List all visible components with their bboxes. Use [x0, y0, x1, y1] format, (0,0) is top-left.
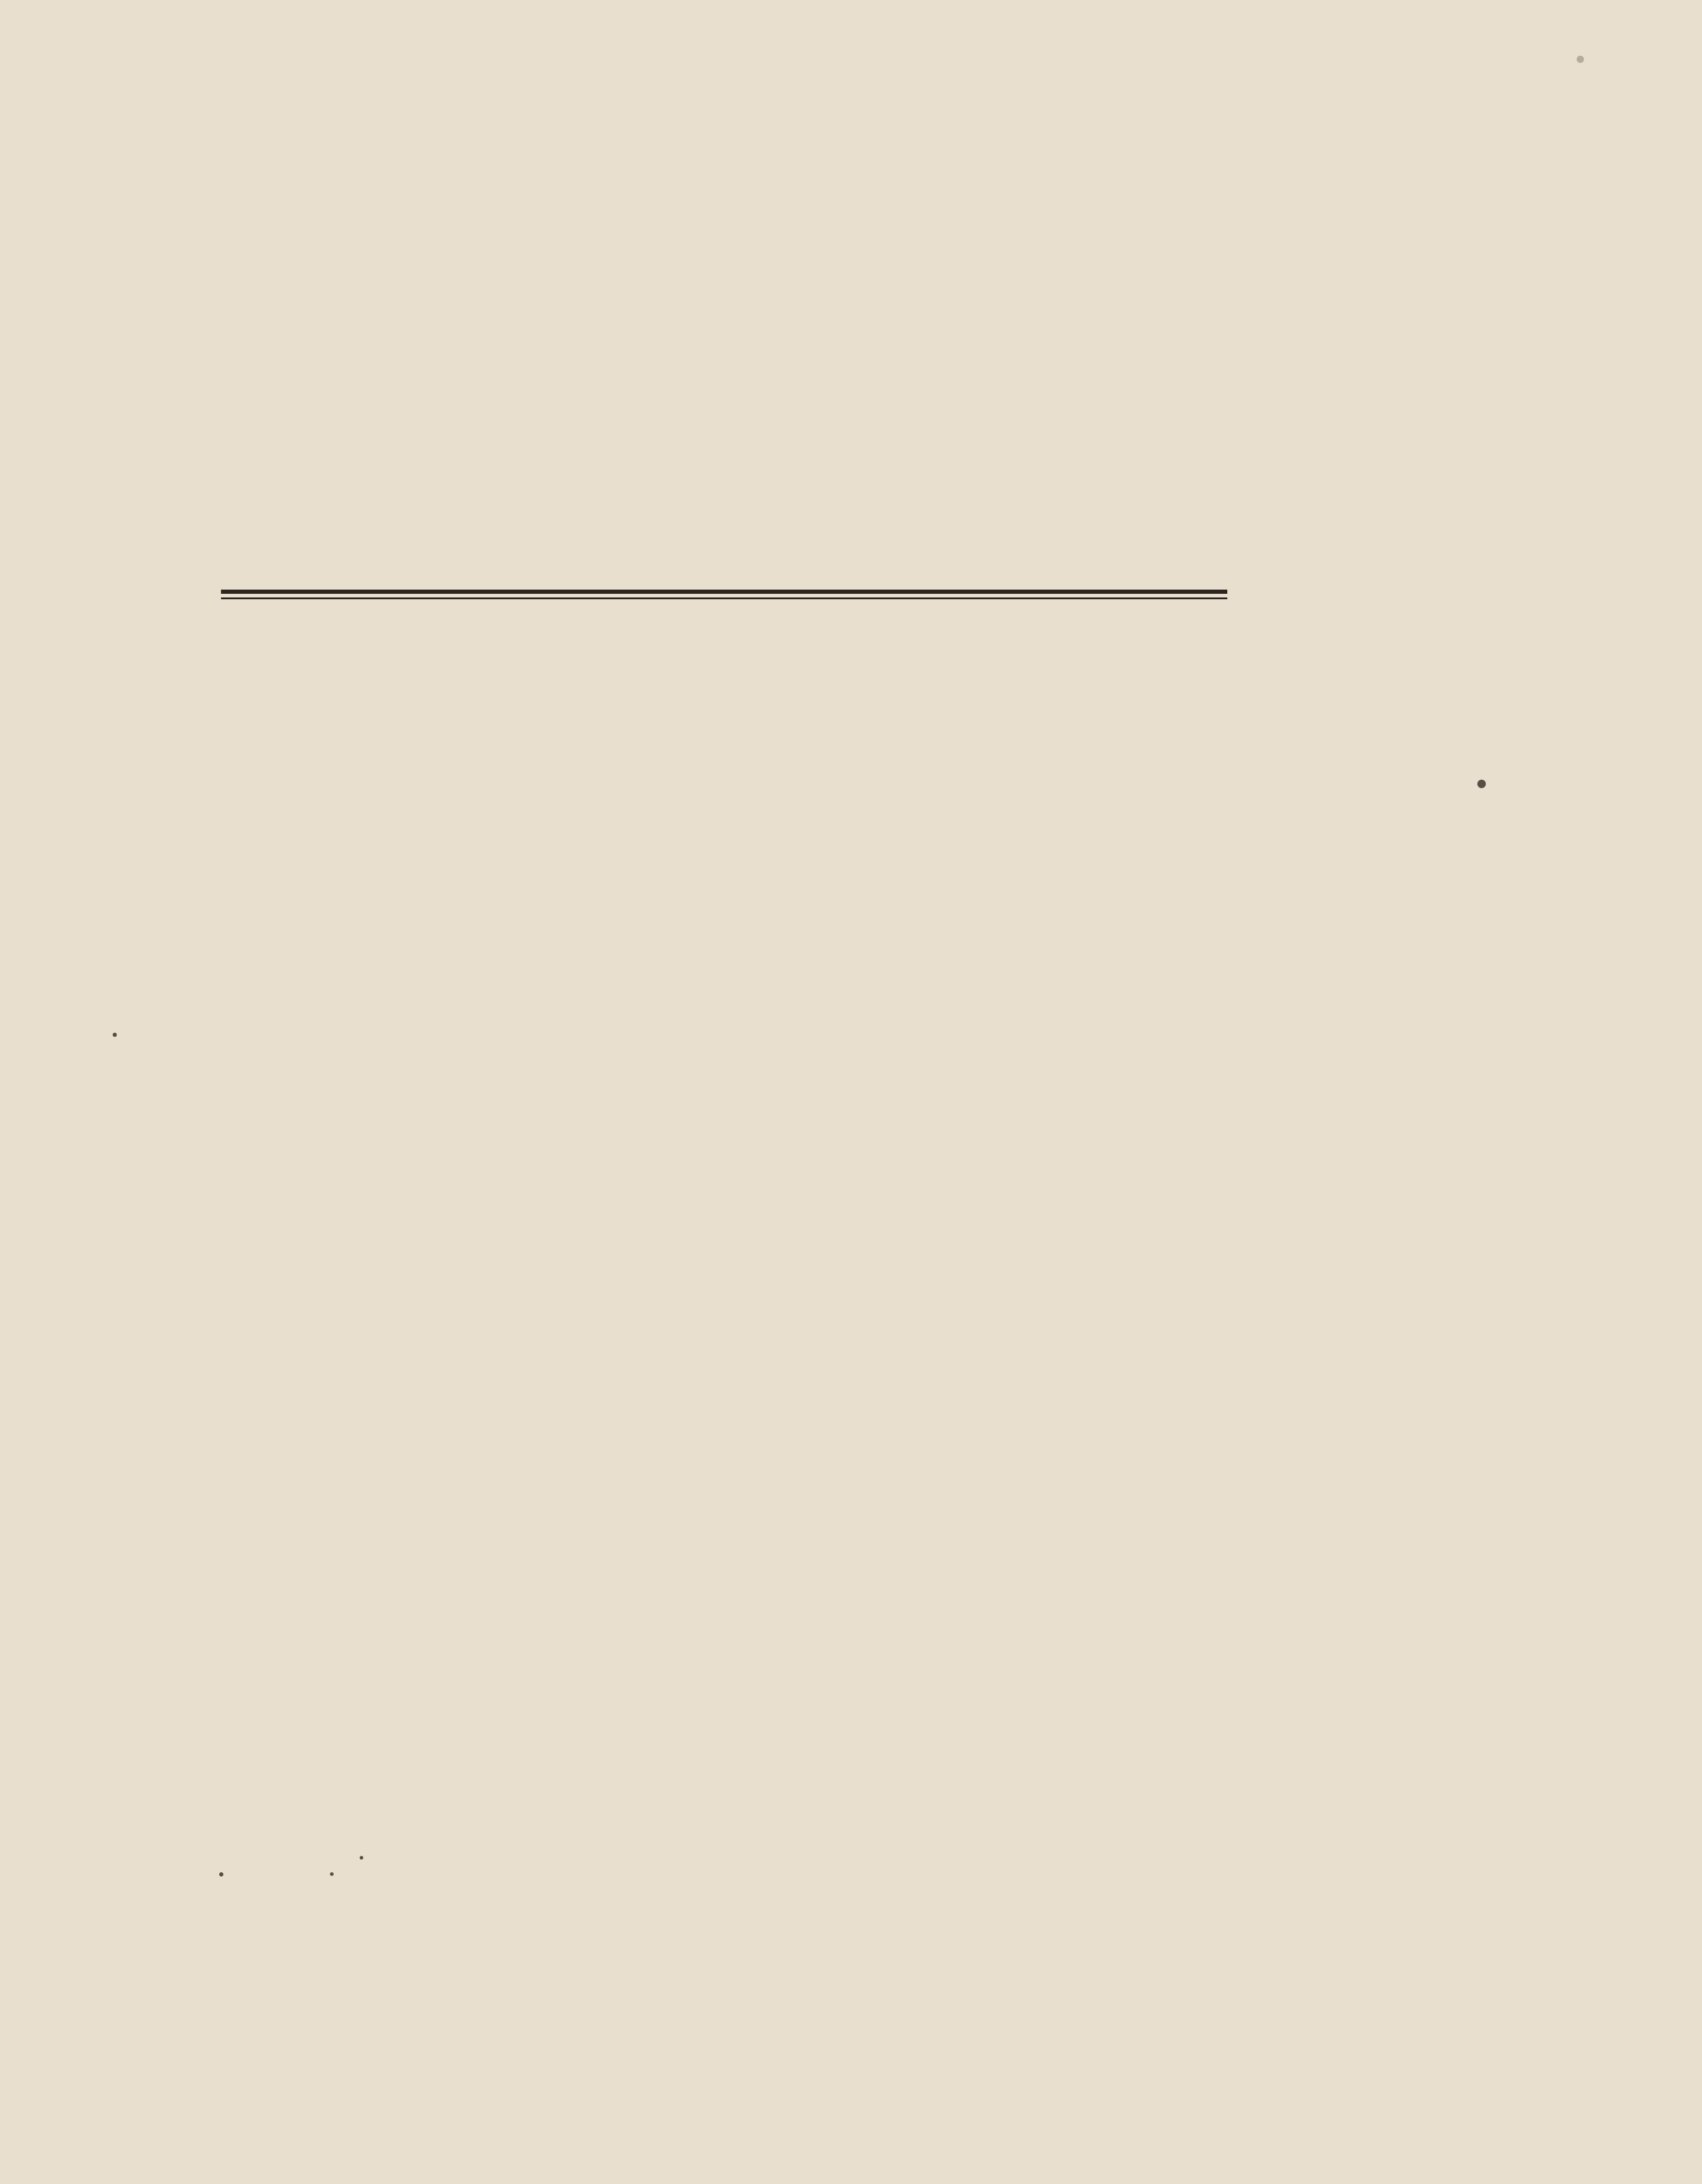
paper-speck — [330, 1872, 334, 1876]
paper-speck — [360, 1856, 363, 1860]
paper-speck — [219, 1872, 223, 1876]
paper-speck — [113, 1033, 117, 1037]
paper-speck — [1577, 56, 1584, 63]
paper-speck — [1477, 780, 1486, 788]
section-rule — [221, 590, 1227, 599]
